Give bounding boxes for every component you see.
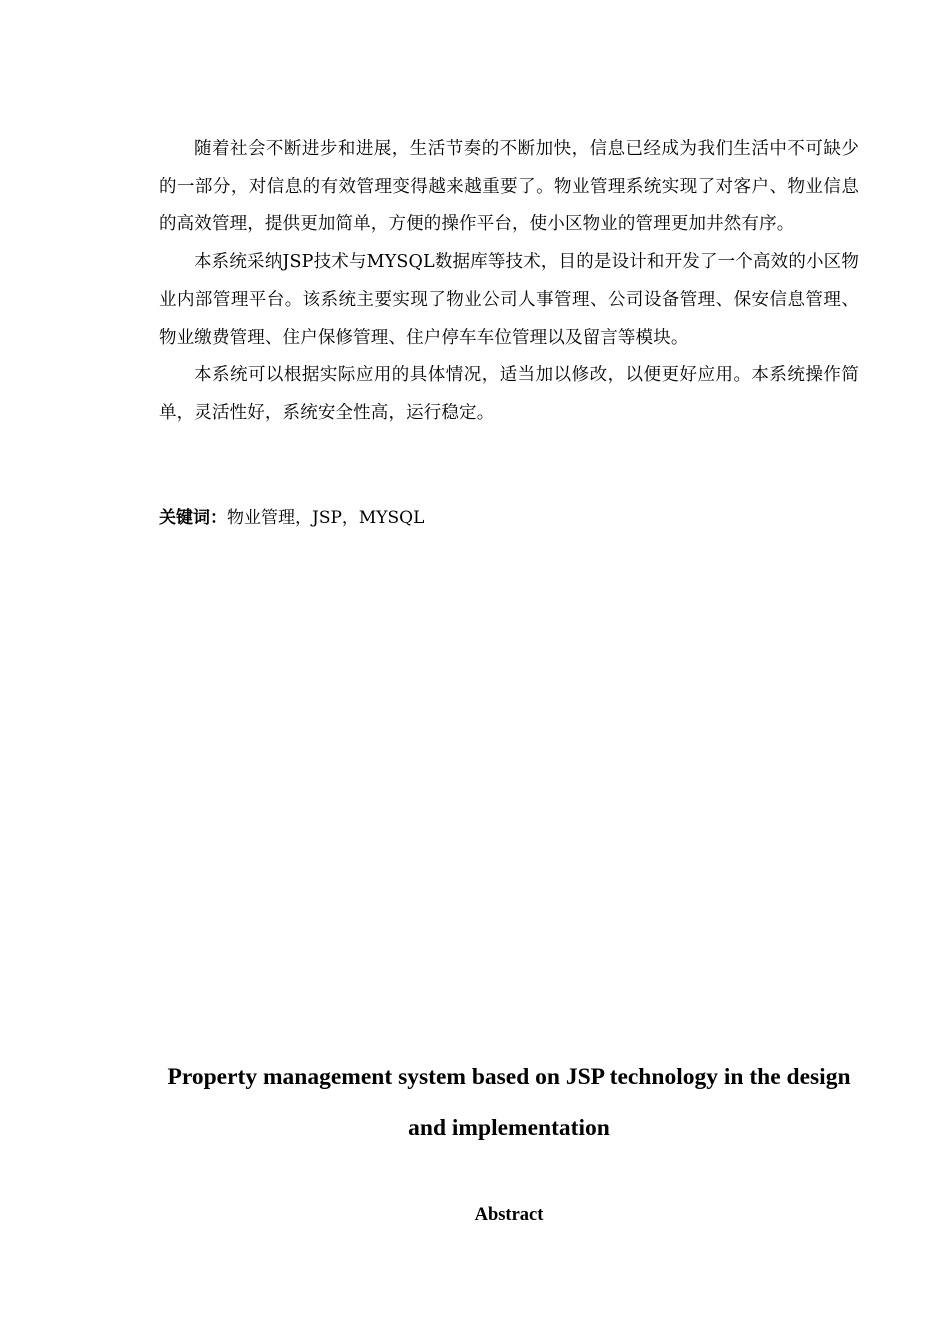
- keywords-label: 关键词：: [159, 508, 227, 528]
- english-title: Property management system based on JSP technology in the design and implementation: [167, 1064, 851, 1141]
- chinese-abstract-body: [159, 131, 859, 433]
- abstract-paragraph-2: 本系统采纳JSP技术与MYSQL数据库等技术，目的是设计和开发了一个高效的小区物业内部管理平台。该系统主要实现了物业公司人事管理、公司设备管理、保安信息管理、物业缴费管理、住户保修管理、住户停车车位管理以及留言等模块。: [159, 252, 859, 348]
- english-abstract-heading: Abstract: [474, 1205, 544, 1225]
- keywords-value: 物业管理，JSP，MYSQL: [227, 508, 425, 528]
- abstract-paragraph-1: 随着社会不断进步和进展，生活节奏的不断加快，信息已经成为我们生活中不可缺少的一部分，对信息的有效管理变得越来越重要了。物业管理系统实现了对客户、物业信息的高效管理，提供更加简单，方便的操作平台，使小区物业的管理更加井然有序。: [159, 139, 859, 235]
- abstract-paragraph-3: 本系统可以根据实际应用的具体情况，适当加以修改，以便更好应用。本系统操作简单，灵活性好，系统安全性高，运行稳定。: [159, 365, 859, 423]
- keywords-line: [159, 500, 859, 536]
